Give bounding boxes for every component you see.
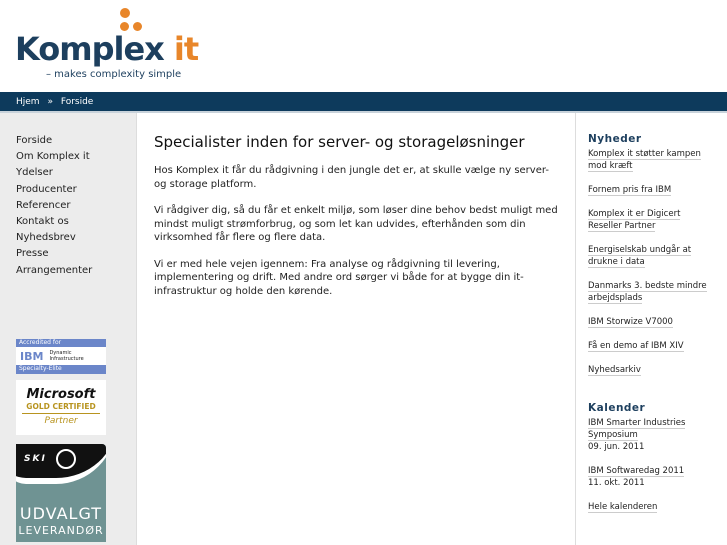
microsoft-badge[interactable] (16, 380, 106, 435)
logo-main-text: Komplex (15, 30, 164, 68)
calendar-event[interactable]: IBM Smarter Industries Symposium 09. jun. 2011 (588, 417, 708, 453)
breadcrumb-current: Forside (60, 97, 94, 107)
breadcrumb-home[interactable]: Hjem (16, 97, 40, 107)
ibm-badge-top: Accredited for (16, 339, 106, 347)
ski-logo-text: SKI (24, 454, 47, 464)
nav-presse[interactable]: Presse (16, 248, 49, 260)
ski-badge[interactable] (16, 444, 106, 542)
nav-producenter[interactable]: Producenter (16, 183, 77, 195)
body-paragraph: Vi er med hele vejen igennem: Fra analyse og rådgivning til levering, implementering og drift. Med andre ord sørger vi både for at bygge din it-infrastruktur og holde den kørende. (154, 258, 524, 297)
breadcrumb-separator: » (47, 97, 53, 107)
nav-om-komplex-it[interactable]: Om Komplex it (16, 151, 90, 163)
all-events-link[interactable]: Hele kalenderen (588, 502, 658, 512)
logo-accent-text: it (173, 30, 199, 68)
news-link[interactable]: Få en demo af IBM XIV (588, 341, 684, 351)
calendar-heading: Kalender (588, 402, 646, 414)
ibm-product: Dynamic Infrastructure (49, 350, 84, 362)
news-link[interactable]: Energiselskab undgår at drukne i data (588, 245, 692, 267)
intro-paragraph: Hos Komplex it får du rådgivning i den jungle det er, at skulle vælge ny server- og storage platform. (154, 165, 549, 190)
tagline: – makes complexity simple (46, 69, 182, 80)
microsoft-level: GOLD CERTIFIED (22, 402, 100, 414)
main-content (154, 133, 559, 311)
nav-kontakt-os[interactable]: Kontakt os (16, 215, 69, 227)
nav-forside[interactable]: Forside (16, 135, 53, 146)
event-date: 09. jun. 2011 (588, 442, 645, 452)
news-link[interactable]: Komplex it er Digicert Reseller Partner (588, 209, 681, 231)
header (0, 0, 727, 92)
nav-ydelser[interactable]: Ydelser (16, 167, 53, 179)
news-link[interactable]: Danmarks 3. bedste mindre arbejdsplads (588, 281, 707, 303)
ibm-logo-text: IBM (20, 349, 44, 363)
page-title: Specialister inden for server- og storageløsninger (154, 133, 525, 151)
event-date: 11. okt. 2011 (588, 478, 645, 488)
news-link[interactable]: Fornem pris fra IBM (588, 185, 672, 195)
nav-referencer[interactable]: Referencer (16, 199, 71, 211)
calendar-event[interactable]: IBM Softwaredag 2011 11. okt. 2011 (588, 465, 708, 489)
nav-arrangementer[interactable]: Arrangementer (16, 264, 93, 276)
left-sidebar (0, 113, 137, 545)
news-link[interactable]: IBM Storwize V7000 (588, 317, 673, 327)
news-heading: Nyheder (588, 133, 642, 145)
ibm-badge[interactable] (16, 339, 106, 374)
nav-nyhedsbrev[interactable]: Nyhedsbrev (16, 232, 76, 244)
microsoft-logo-text: Microsoft (26, 387, 96, 402)
ski-line1: UDVALGT (19, 504, 103, 523)
microsoft-role: Partner (44, 416, 78, 426)
news-archive-link[interactable]: Nyhedsarkiv (588, 365, 641, 375)
right-sidebar (575, 113, 727, 545)
breadcrumb (0, 92, 727, 113)
ski-line2: LEVERANDØR (18, 524, 104, 537)
main-nav (0, 135, 136, 281)
body-paragraph: Vi rådgiver dig, så du får et enkelt miljø, som løser dine behov bedst muligt med mindst muligt strømforbrug, og som let kan udvides, efterhånden som din virksomhed får flere og flere data. (154, 205, 558, 243)
ibm-badge-bottom: Specialty-Elite (16, 365, 106, 374)
ski-rings-icon (56, 449, 76, 469)
news-link[interactable]: Komplex it støtter kampen mod kræft (588, 149, 701, 171)
